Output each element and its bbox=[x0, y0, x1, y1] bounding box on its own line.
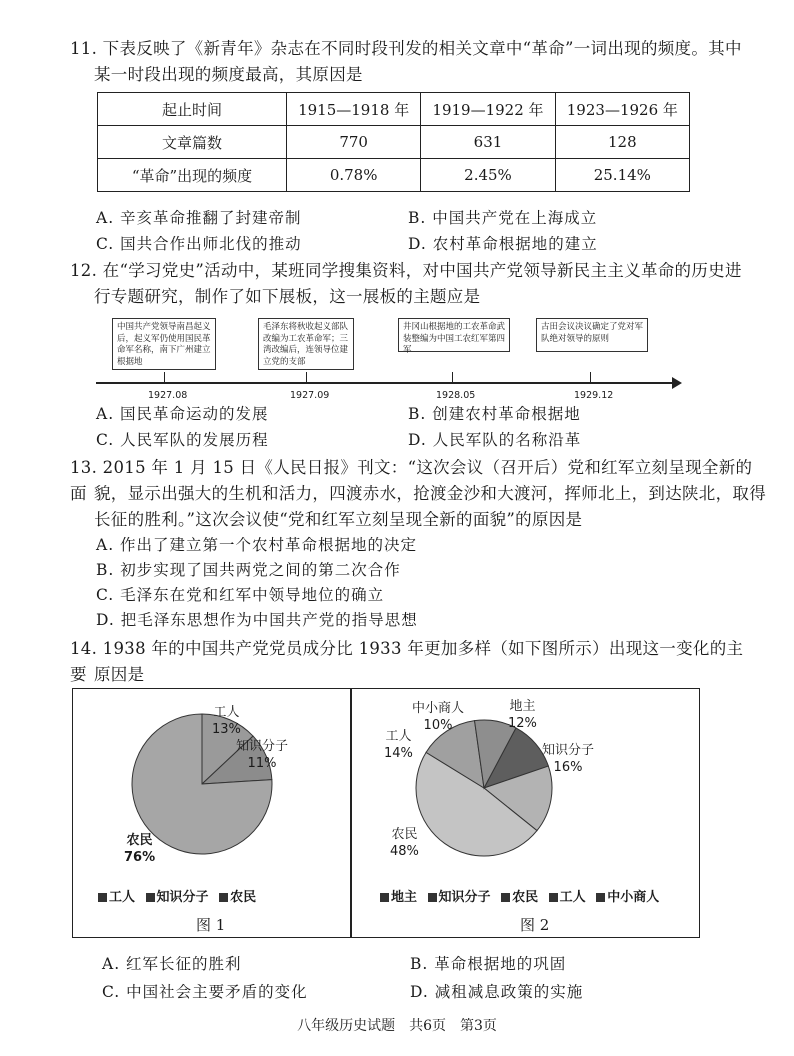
legend-item: 知识分子 bbox=[156, 890, 209, 905]
pie2-label-merchant bbox=[412, 700, 464, 734]
table-cell: “革命”出现的频度 bbox=[98, 159, 287, 192]
timeline-event-box: 中国共产党领导南昌起义后，起义军仍使用国民革命军名称，南下广州建立根据地 bbox=[112, 318, 216, 370]
slice-name: 农民 bbox=[126, 833, 153, 848]
legend-swatch bbox=[428, 893, 437, 902]
pie2-label-peasant bbox=[390, 826, 419, 860]
pie1-label-intellectual bbox=[236, 738, 288, 772]
q11-stem-line1: 11. 下表反映了《新青年》杂志在不同时段刊发的相关文章中“革命”一词出现的频度。其中 bbox=[70, 39, 742, 58]
legend-item: 工人 bbox=[109, 890, 136, 905]
q14-option-b[interactable]: B. 革命根据地的巩固 bbox=[410, 955, 567, 973]
q12-stem-line1: 12. 在“学习党史”活动中，某班同学搜集资料，对中国共产党领导新民主主义革命的历史进 bbox=[70, 261, 742, 280]
pie2-label-worker bbox=[384, 728, 413, 762]
slice-value: 48% bbox=[390, 844, 419, 859]
timeline-date: 1928.05 bbox=[436, 390, 476, 401]
timeline-tick bbox=[452, 372, 453, 384]
slice-value: 16% bbox=[553, 760, 583, 775]
q13-option-d[interactable]: D. 把毛泽东思想作为中国共产党的指导思想 bbox=[96, 611, 418, 629]
q14-stem-line1: 14. 1938 年的中国共产党党员成分比 1933 年更加多样（如下图所示）出现这一变化的主要 bbox=[70, 639, 744, 684]
legend-swatch bbox=[549, 893, 558, 902]
q12-stem-line2: 行专题研究，制作了如下展板，这一展板的主题应是 bbox=[94, 287, 481, 306]
q14-stem-line2: 原因是 bbox=[94, 665, 145, 684]
table-header-row bbox=[98, 93, 690, 126]
timeline-event-box: 毛泽东将秋收起义部队改编为工农革命军；三湾改编后，连领导位建立党的支部 bbox=[258, 318, 354, 370]
pie2-legend bbox=[374, 886, 659, 905]
table-cell: 25.14% bbox=[555, 159, 689, 192]
q12-option-d[interactable]: D. 人民军队的名称沿革 bbox=[408, 431, 582, 449]
slice-name: 工人 bbox=[385, 729, 412, 744]
table-cell: 0.78% bbox=[287, 159, 421, 192]
q11-frequency-table bbox=[97, 92, 690, 192]
slice-name: 农民 bbox=[391, 827, 418, 842]
slice-value: 10% bbox=[423, 718, 453, 733]
q11-option-c[interactable]: C. 国共合作出师北伐的推动 bbox=[96, 235, 302, 253]
legend-swatch bbox=[98, 893, 107, 902]
q13-option-b[interactable]: B. 初步实现了国共两党之间的第二次合作 bbox=[96, 561, 401, 579]
timeline-tick bbox=[590, 372, 591, 384]
table-cell: 128 bbox=[555, 126, 689, 159]
q11-option-a[interactable]: A. 辛亥革命推翻了封建帝制 bbox=[96, 209, 302, 227]
figure-2-caption: 图 2 bbox=[520, 916, 550, 934]
q14-option-d[interactable]: D. 减租减息政策的实施 bbox=[410, 983, 584, 1001]
legend-swatch bbox=[146, 893, 155, 902]
pie1-legend bbox=[92, 886, 256, 905]
table-row bbox=[98, 126, 690, 159]
slice-value: 12% bbox=[508, 716, 537, 731]
table-cell: 2.45% bbox=[421, 159, 555, 192]
legend-item: 中小商人 bbox=[607, 890, 660, 905]
slice-name: 知识分子 bbox=[236, 739, 289, 754]
timeline-tick bbox=[306, 372, 307, 384]
q12-option-b[interactable]: B. 创建农村革命根据地 bbox=[408, 405, 581, 423]
legend-item: 工人 bbox=[559, 890, 586, 905]
timeline-event-box: 古田会议决议确定了党对军队绝对领导的原则 bbox=[536, 318, 648, 352]
pie2-label-intellectual bbox=[542, 742, 594, 776]
slice-value: 13% bbox=[212, 722, 241, 737]
legend-item: 知识分子 bbox=[438, 890, 491, 905]
table-header-cell: 1919—1922 年 bbox=[421, 93, 555, 126]
q14-option-c[interactable]: C. 中国社会主要矛盾的变化 bbox=[102, 983, 308, 1001]
timeline-event-box: 井冈山根据地的工农革命武装整编为中国工农红军第四军 bbox=[398, 318, 510, 352]
slice-value: 76% bbox=[124, 850, 156, 865]
legend-swatch bbox=[219, 893, 228, 902]
legend-item: 农民 bbox=[230, 890, 257, 905]
q14-option-a[interactable]: A. 红军长征的胜利 bbox=[102, 955, 242, 973]
slice-name: 地主 bbox=[509, 699, 536, 714]
legend-swatch bbox=[501, 893, 510, 902]
q11-stem-line2: 某一时段出现的频度最高，其原因是 bbox=[94, 65, 363, 84]
q12-option-c[interactable]: C. 人民军队的发展历程 bbox=[96, 431, 269, 449]
q13-stem-line1: 13. 2015 年 1 月 15 日《人民日报》刊文：“这次会议（召开后）党和红军立刻呈现全新的面 bbox=[70, 458, 753, 503]
q12-option-a[interactable]: A. 国民革命运动的发展 bbox=[96, 405, 269, 423]
pie2-label-landlord bbox=[508, 698, 537, 732]
q11-option-d[interactable]: D. 农村革命根据地的建立 bbox=[408, 235, 598, 253]
slice-name: 中小商人 bbox=[412, 701, 465, 716]
pie1-label-worker bbox=[212, 704, 241, 738]
slice-value: 11% bbox=[247, 756, 277, 771]
table-row bbox=[98, 159, 690, 192]
slice-name: 知识分子 bbox=[542, 743, 595, 758]
table-header-cell: 1915—1918 年 bbox=[287, 93, 421, 126]
timeline-date: 1927.08 bbox=[148, 390, 188, 401]
q13-stem-line2: 貌，显示出强大的生机和活力，四渡赤水，抢渡金沙和大渡河，挥师北上，到达陕北，取得 bbox=[94, 484, 766, 503]
slice-value: 14% bbox=[384, 746, 413, 761]
legend-swatch bbox=[380, 893, 389, 902]
timeline-date: 1927.09 bbox=[290, 390, 330, 401]
slice-name: 工人 bbox=[213, 705, 240, 720]
timeline-axis bbox=[96, 382, 676, 384]
pie1-label-peasant bbox=[124, 832, 155, 866]
q13-option-c[interactable]: C. 毛泽东在党和红军中领导地位的确立 bbox=[96, 586, 385, 604]
table-cell: 770 bbox=[287, 126, 421, 159]
page-footer: 八年级历史试题 共6页 第3页 bbox=[297, 1018, 497, 1034]
pie-chart-2 bbox=[416, 720, 552, 856]
table-cell: 文章篇数 bbox=[98, 126, 287, 159]
legend-swatch bbox=[596, 893, 605, 902]
timeline-arrow-icon bbox=[672, 377, 682, 389]
table-header-cell: 起止时间 bbox=[98, 93, 287, 126]
legend-item: 地主 bbox=[391, 890, 418, 905]
legend-item: 农民 bbox=[512, 890, 539, 905]
q13-option-a[interactable]: A. 作出了建立第一个农村革命根据地的决定 bbox=[96, 536, 418, 554]
q11-option-b[interactable]: B. 中国共产党在上海成立 bbox=[408, 209, 598, 227]
table-cell: 631 bbox=[421, 126, 555, 159]
table-header-cell: 1923—1926 年 bbox=[555, 93, 689, 126]
q13-stem-line3: 长征的胜利。”这次会议使“党和红军立刻呈现全新的面貌”的原因是 bbox=[94, 510, 583, 529]
timeline-date: 1929.12 bbox=[574, 390, 614, 401]
timeline-tick bbox=[164, 372, 165, 384]
figure-1-caption: 图 1 bbox=[196, 916, 226, 934]
